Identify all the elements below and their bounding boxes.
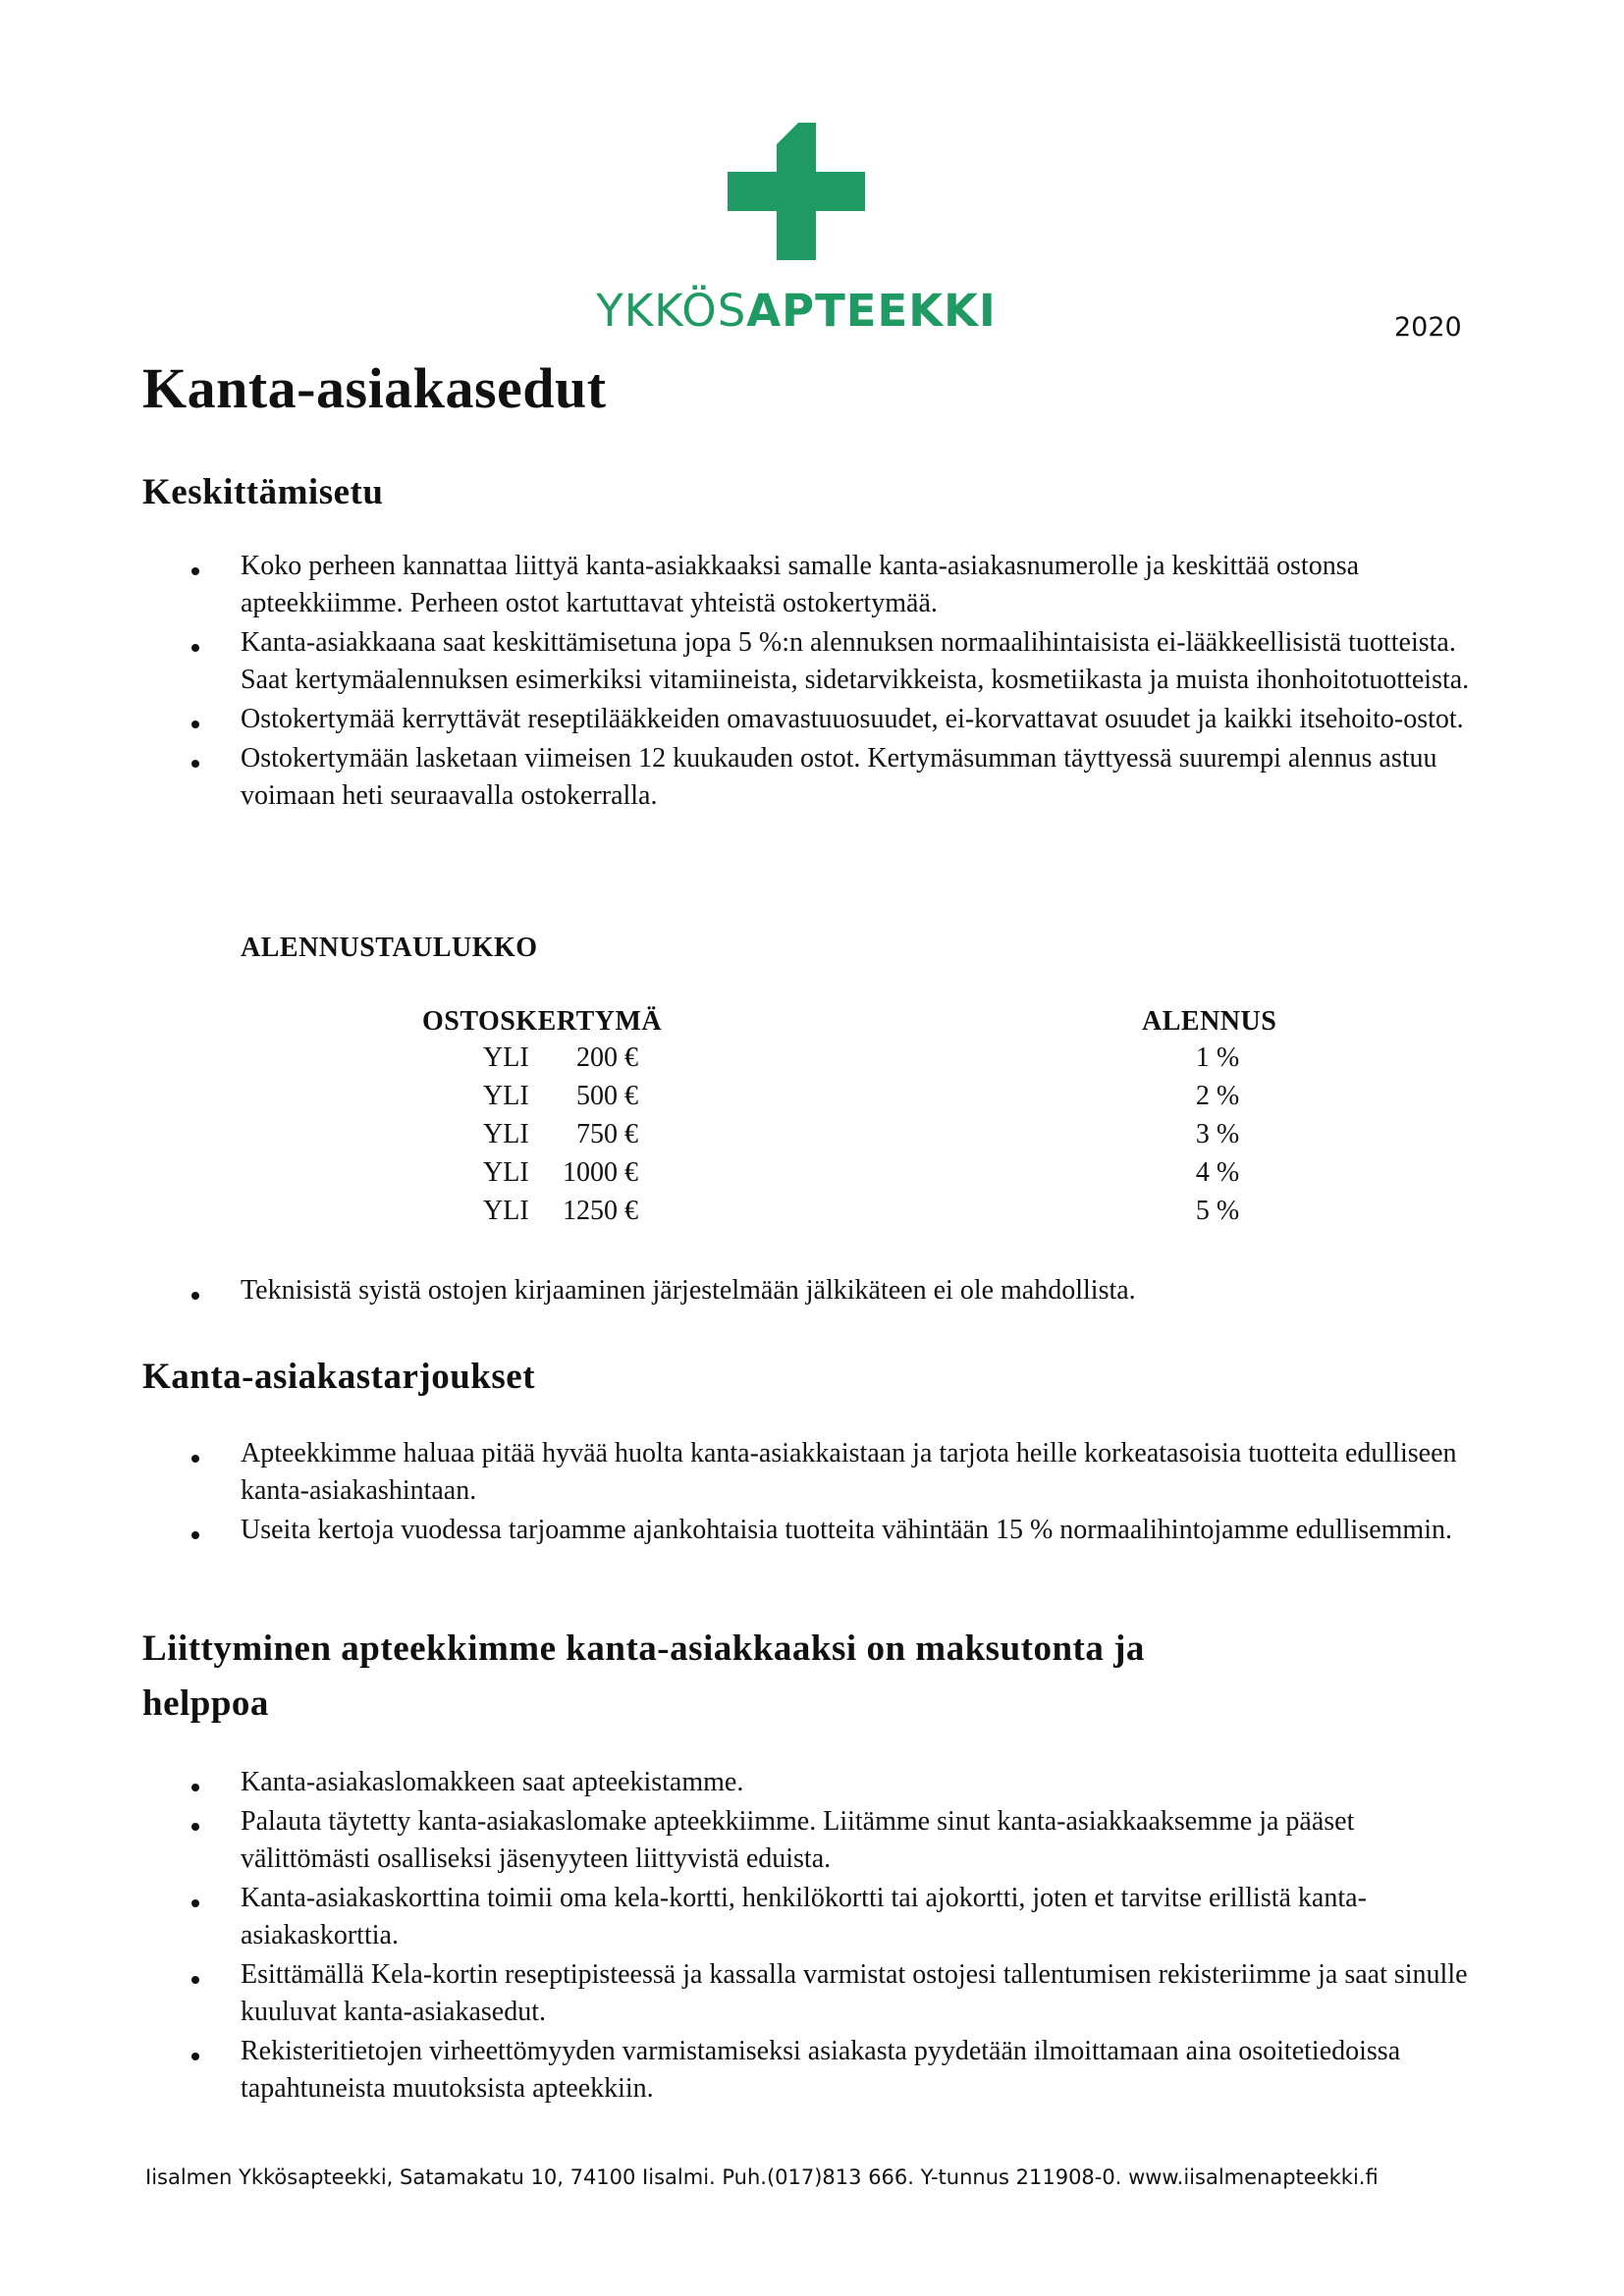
list-item: Ostokertymään lasketaan viimeisen 12 kuukauden ostot. Kertymäsumman täyttyessä suurempi alennus astuu voimaan heti seuraavalla ostokerralla. <box>191 740 1488 815</box>
table-cell-discount: 3 % <box>1195 1119 1240 1149</box>
list-item: Esittämällä Kela-kortin reseptipisteessä ja kassalla varmistat ostojesi tallentumisen rekisteriimme ja saat sinulle kuuluvat kanta-asiakasedut. <box>191 1956 1488 2031</box>
list-item: Kanta-asiakaslomakkeen saat apteekistamme. <box>191 1764 1488 1801</box>
pharmacy-cross-icon <box>728 123 865 260</box>
table-cell-amount: 500 € <box>576 1081 638 1111</box>
section-heading-line: helppoa <box>142 1683 269 1724</box>
table-cell-discount: 5 % <box>1195 1196 1240 1226</box>
discount-table-title: ALENNUSTAULUKKO <box>241 933 538 963</box>
footer-contact: Iisalmen Ykkösapteekki, Satamakatu 10, 74100 Iisalmi. Puh.(017)813 666. Y-tunnus 211908-0. www.iisalmenapteekki.fi <box>145 2165 1379 2189</box>
note-list <box>191 1272 1488 1311</box>
page-title: Kanta-asiakasedut <box>142 356 607 420</box>
table-cell-prefix: YLI <box>483 1157 529 1188</box>
section-heading-line: Liittyminen apteekkimme kanta-asiakkaaksi on maksutonta ja <box>142 1629 1145 1669</box>
table-cell-amount: 1000 € <box>563 1157 638 1188</box>
table-cell-prefix: YLI <box>483 1081 529 1111</box>
column-header-alennus: ALENNUS <box>1142 1006 1277 1037</box>
section-heading-keskittamisetu: Keskittämisetu <box>142 472 384 512</box>
column-header-ostoskertyma: OSTOSKERTYMÄ <box>422 1006 663 1037</box>
list-item: Koko perheen kannattaa liittyä kanta-asiakkaaksi samalle kanta-asiakasnumerolle ja keskittää ostonsa apteekkiimme. Perheen ostot kartuttavat yhteistä ostokertymää. <box>191 548 1488 622</box>
table-cell-prefix: YLI <box>483 1119 529 1149</box>
kanta-asiakastarjoukset-list <box>191 1435 1488 1551</box>
table-cell-discount: 4 % <box>1195 1157 1240 1188</box>
list-item: Kanta-asiakaskorttina toimii oma kela-kortti, henkilökortti tai ajokortti, joten et tarvitse erillistä kanta-asiakaskorttia. <box>191 1880 1488 1954</box>
section-heading-kanta-asiakastarjoukset: Kanta-asiakastarjoukset <box>142 1357 536 1397</box>
table-cell-amount: 750 € <box>576 1119 638 1149</box>
liittyminen-list <box>191 1764 1488 2109</box>
table-cell-discount: 2 % <box>1195 1081 1240 1111</box>
logo-text-light: YKKÖS <box>596 285 747 337</box>
logo-text-bold: APTEEKKI <box>746 285 997 337</box>
list-item: Kanta-asiakkaana saat keskittämisetuna jopa 5 %:n alennuksen normaalihintaisista ei-lääkkeellisistä tuotteista. Saat kertymäalennuksen esimerkiksi vitamiineista, sidetarvikkeista, kosmetiikasta ja muista ihonhoitotuotteista. <box>191 624 1488 699</box>
list-item: Useita kertoja vuodessa tarjoamme ajankohtaisia tuotteita vähintään 15 % normaalihintojamme edullisemmin. <box>191 1512 1488 1549</box>
table-cell-discount: 1 % <box>1195 1042 1240 1073</box>
list-item: Palauta täytetty kanta-asiakaslomake apteekkiimme. Liitämme sinut kanta-asiakkaaksemme ja pääset välittömästi osalliseksi jäsenyyteen liittyvistä eduista. <box>191 1803 1488 1878</box>
list-item: Apteekkimme haluaa pitää hyvää huolta kanta-asiakkaistaan ja tarjota heille korkeatasoisia tuotteita edulliseen kanta-asiakashintaan. <box>191 1435 1488 1510</box>
document-year: 2020 <box>1394 312 1462 343</box>
table-cell-prefix: YLI <box>483 1196 529 1226</box>
logo-text <box>566 285 1027 337</box>
list-item: Rekisteritietojen virheettömyyden varmistamiseksi asiakasta pyydetään ilmoittamaan aina osoitetiedoissa tapahtuneista muutoksista apteekkiin. <box>191 2033 1488 2108</box>
list-item: Teknisistä syistä ostojen kirjaaminen järjestelmään jälkikäteen ei ole mahdollista. <box>191 1272 1488 1309</box>
list-item: Ostokertymää kerryttävät reseptilääkkeiden omavastuuosuudet, ei-korvattavat osuudet ja kaikki itsehoito-ostot. <box>191 701 1488 738</box>
table-cell-amount: 1250 € <box>563 1196 638 1226</box>
table-cell-prefix: YLI <box>483 1042 529 1073</box>
section-heading-liittyminen <box>142 1622 1145 1732</box>
table-cell-amount: 200 € <box>576 1042 638 1073</box>
ykkosapteekki-logo <box>566 123 1027 344</box>
keskittamisetu-list <box>191 548 1488 817</box>
